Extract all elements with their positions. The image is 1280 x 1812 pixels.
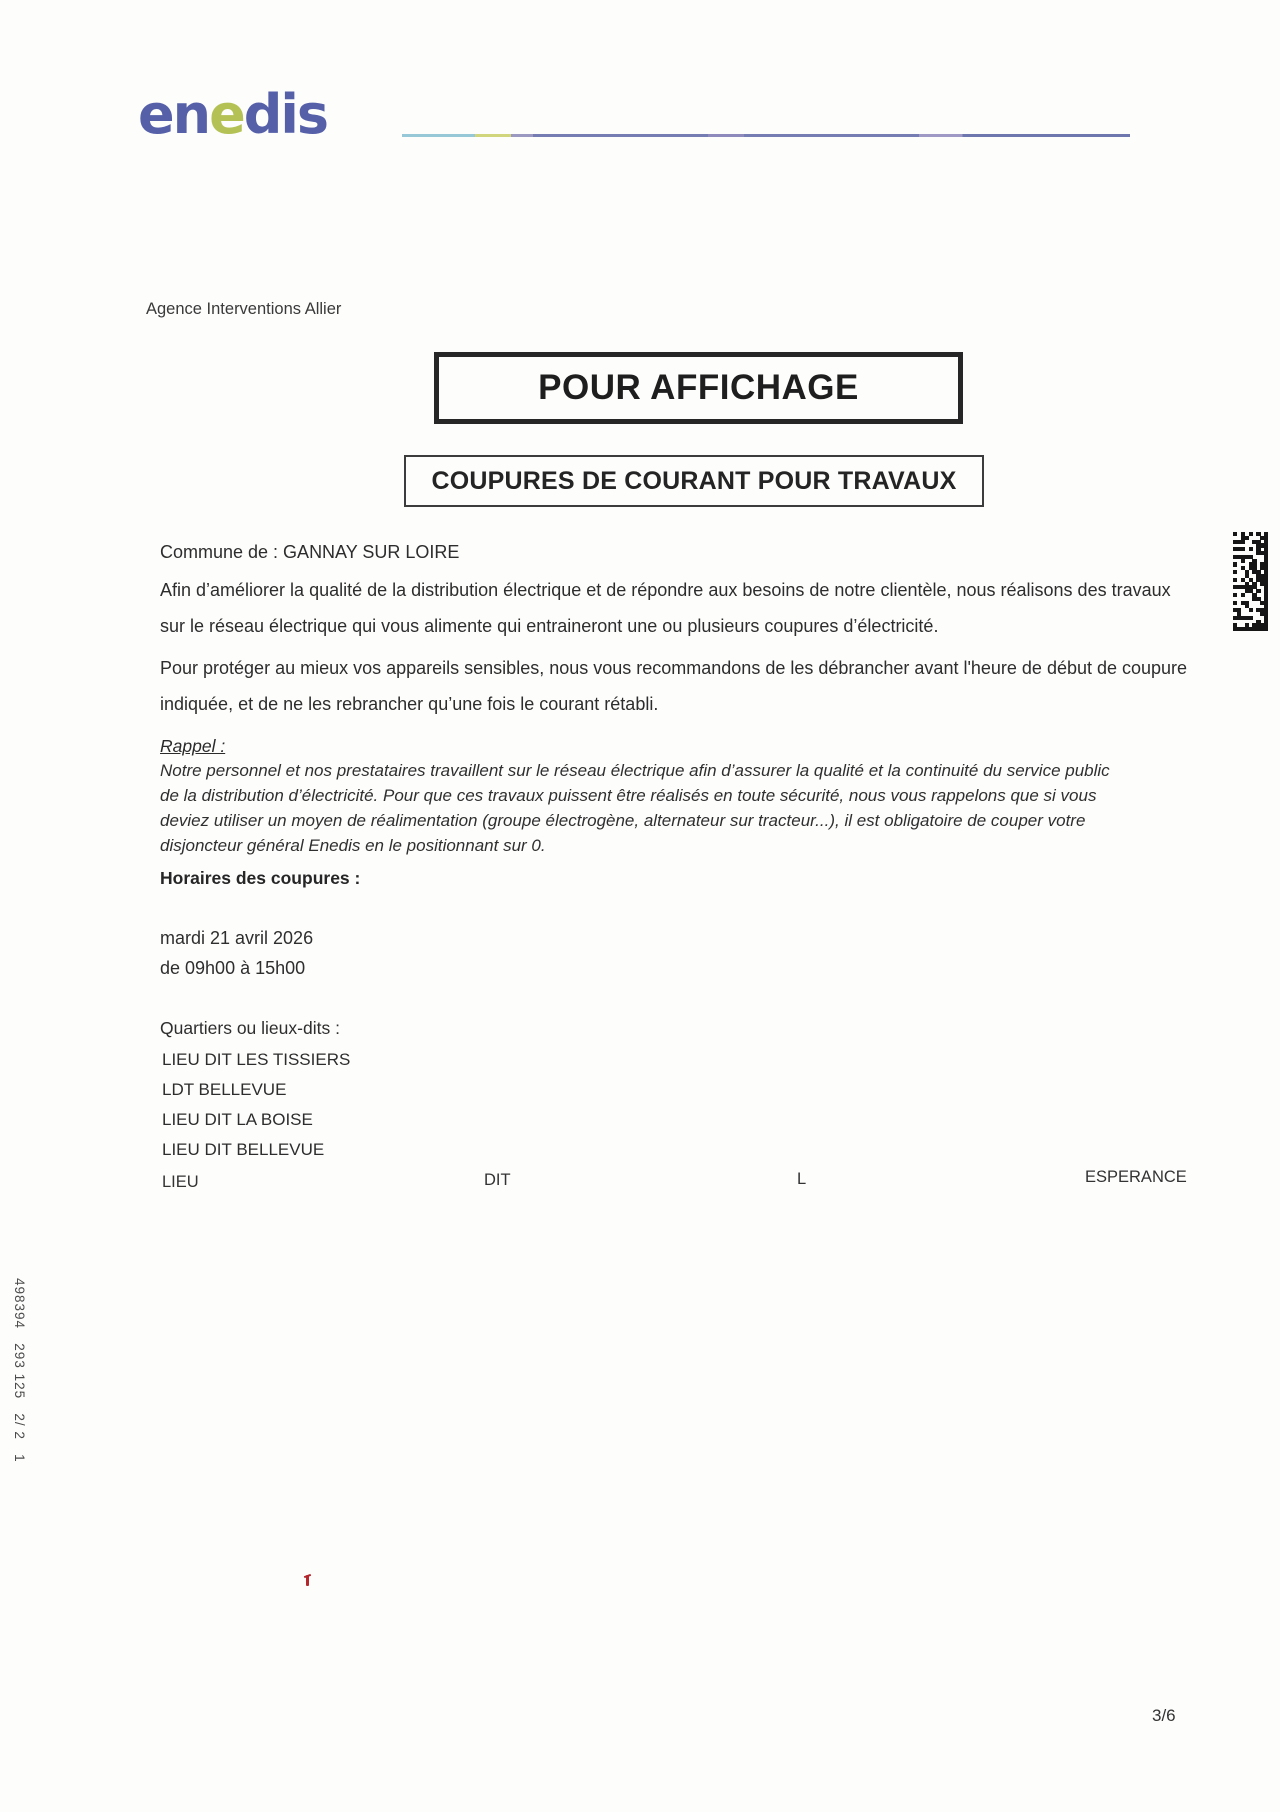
coupure-time: de 09h00 à 15h00 xyxy=(160,958,306,978)
place-item: LIEU DIT LES TISSIERS xyxy=(162,1050,351,1069)
place-item: LIEU DIT BELLEVUE xyxy=(162,1140,325,1159)
quartiers-heading: Quartiers ou lieux-dits : xyxy=(160,1018,340,1038)
rappel-line: deviez utiliser un moyen de réalimentation (groupe électrogène, alternateur sur tracteur...), il est obligatoire de couper votre xyxy=(160,811,1086,830)
paragraph-travaux xyxy=(160,580,1220,652)
agency-name: Agence Interventions Allier xyxy=(146,300,342,318)
place-word: LIEU xyxy=(162,1173,199,1191)
paragraph-line: Pour protéger au mieux vos appareils sensibles, nous vous recommandons de les débrancher avant l'heure de début de coupure xyxy=(160,658,1188,678)
datamatrix-barcode xyxy=(1233,532,1268,631)
pour-affichage-banner xyxy=(434,352,963,424)
place-item: LIEU DIT LA BOISE xyxy=(162,1110,313,1129)
coupures-banner xyxy=(404,455,984,507)
rappel-line: Notre personnel et nos prestataires travaillent sur le réseau électrique afin d’assurer la qualité et la continuité du service public xyxy=(160,761,1110,780)
coupures-label: COUPURES DE COURANT POUR TRAVAUX xyxy=(431,466,957,495)
horaires-heading: Horaires des coupures : xyxy=(160,868,361,888)
paragraph-line: indiquée, et de ne les rebrancher qu’une fois le courant rétabli. xyxy=(160,694,659,714)
place-word: ESPERANCE xyxy=(1085,1168,1187,1186)
pour-affichage-label: POUR AFFICHAGE xyxy=(538,368,859,407)
place-word: L xyxy=(797,1170,807,1188)
rappel-line: disjoncteur général Enedis en le positionnant sur 0. xyxy=(160,836,546,855)
place-item: LDT BELLEVUE xyxy=(162,1080,287,1099)
red-pen-mark xyxy=(306,1575,309,1586)
coupure-date: mardi 21 avril 2026 xyxy=(160,928,314,948)
place-item-spread xyxy=(0,1170,1280,1192)
page-number: 3/6 xyxy=(1152,1706,1176,1725)
commune-line: Commune de : GANNAY SUR LOIRE xyxy=(160,542,460,562)
brand-divider-line xyxy=(402,134,1130,137)
paragraph-line: Afin d’améliorer la qualité de la distribution électrique et de répondre aux besoins de notre clientèle, nous réalisons des travaux xyxy=(160,580,1171,600)
rappel-line: de la distribution d’électricité. Pour que ces travaux puissent être réalisés en toute sécurité, nous vous rappelons que si vous xyxy=(160,786,1097,805)
rappel-paragraph xyxy=(160,761,1240,861)
rappel-label: Rappel : xyxy=(160,736,226,756)
enedis-logo-text: en xyxy=(138,83,210,146)
place-word: DIT xyxy=(484,1171,511,1189)
enedis-logo: enedis xyxy=(138,83,328,146)
print-reference-code: 498394 293 125 2/ 2 1 xyxy=(12,1278,27,1463)
places-list xyxy=(162,1050,350,1170)
paragraph-conseil xyxy=(160,658,1220,730)
paragraph-line: sur le réseau électrique qui vous alimente qui entraineront une ou plusieurs coupures d’électricité. xyxy=(160,616,939,636)
